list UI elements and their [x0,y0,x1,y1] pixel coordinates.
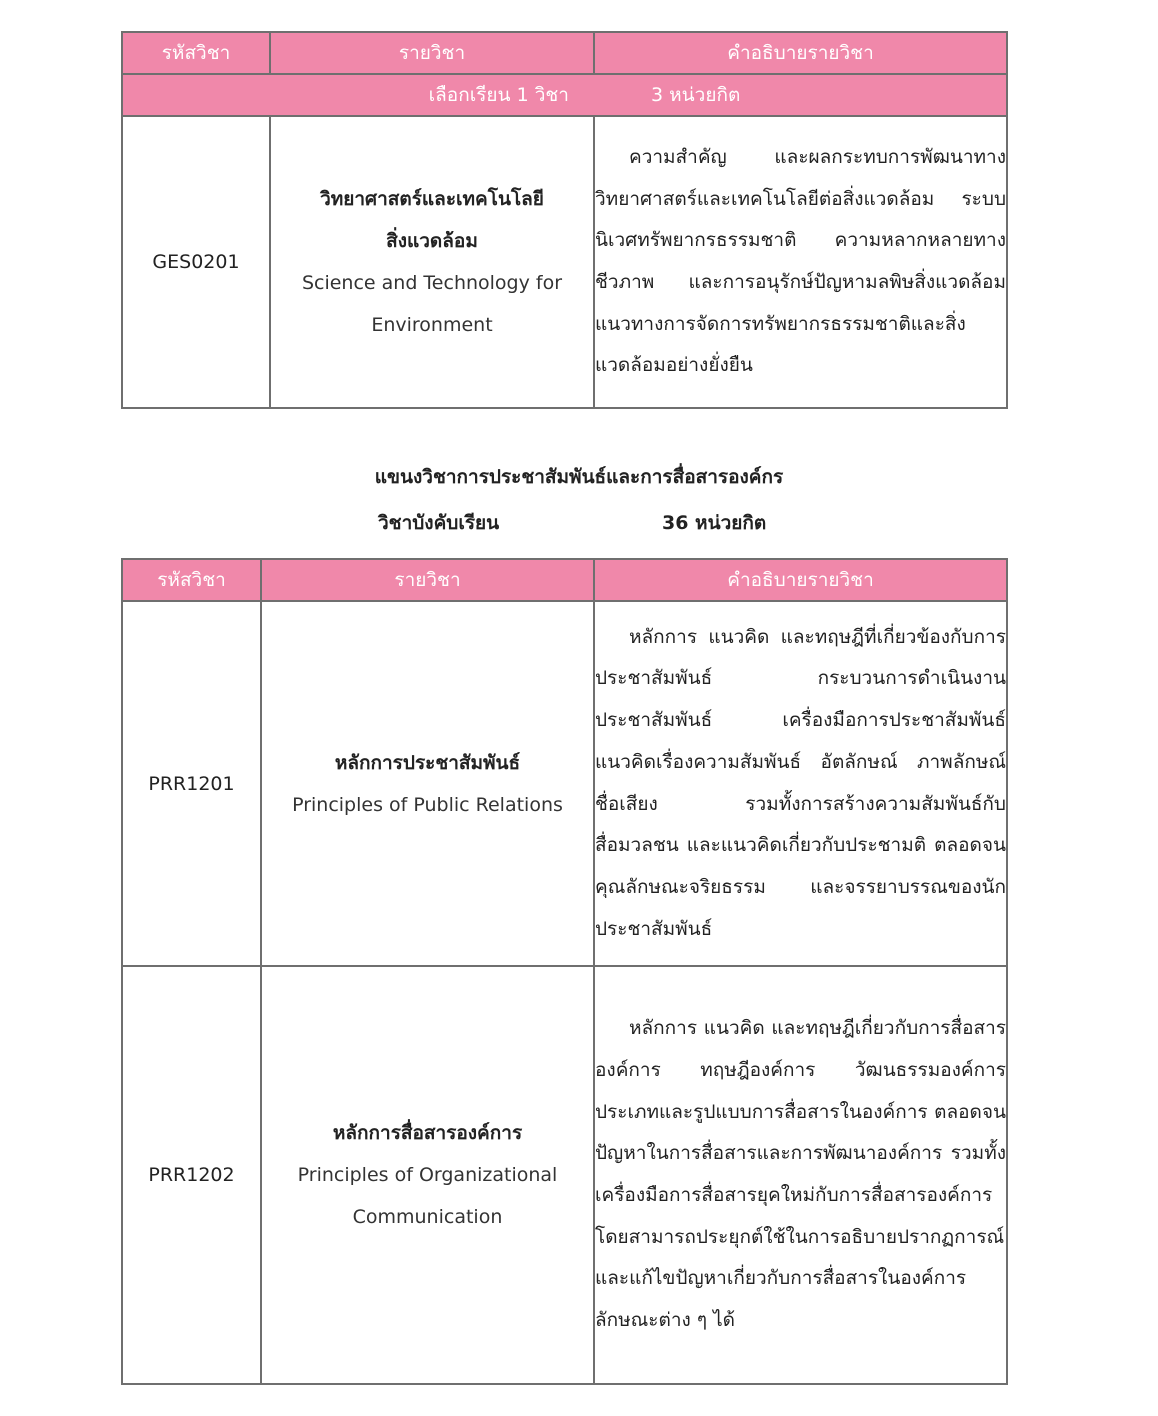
header-course-name: รายวิชา [261,559,594,601]
course-name-english: Principles of Public Relations [292,793,563,816]
header-course-description: คำอธิบายรายวิชา [594,32,1007,74]
course-name-cell [270,116,594,408]
course-code: PRR1201 [122,601,261,966]
course-name-thai: หลักการประชาสัมพันธ์ [334,751,521,774]
elective-label: เลือกเรียน 1 วิชา [428,84,569,106]
course-name-thai: หลักการสื่อสารองค์การ [332,1122,523,1144]
course-name-thai: วิทยาศาสตร์และเทคโนโลยีสิ่งแวดล้อม [320,188,544,252]
header-course-code: รหัสวิชา [122,32,270,74]
course-code: GES0201 [122,116,270,408]
course-description-cell [594,966,1007,1384]
course-description-cell [594,601,1007,966]
course-name-cell [261,966,594,1384]
course-table-required [121,558,1008,1385]
course-name-english: Science and Technology for Environment [301,272,563,336]
required-credits: 36 หน่วยกิต [662,512,767,534]
elective-row [122,74,1007,116]
table-header-row [122,559,1007,601]
required-label: วิชาบังคับเรียน [378,512,500,534]
header-course-name: รายวิชา [270,32,594,74]
course-description-cell [594,116,1007,408]
header-course-description: คำอธิบายรายวิชา [594,559,1007,601]
course-description: หลักการ แนวคิด และทฤษฎีเกี่ยวกับการสื่อสารองค์การ ทฤษฎีองค์การ วัฒนธรรมองค์การ ประเภทและรูปแบบการสื่อสารในองค์การ ตลอดจนปัญหาในการสื่อสารและการพัฒนาองค์การ รวมทั้งเครื่องมือการสื่อสารยุคใหม่กับการสื่อสารองค์การ โดยสามารถประยุกต์ใช้ในการอธิบายปรากฏการณ์และแก้ไขปัญหาเกี่ยวกับการสื่อสารในองค์การลักษณะต่าง ๆ ได้ [595,1017,1006,1332]
course-table-elective [121,31,1008,409]
table-row [122,966,1007,1384]
table-row [122,116,1007,408]
section-title: แขนงวิชาการประชาสัมพันธ์และการสื่อสารองค์กร [374,466,784,488]
course-description: ความสำคัญ และผลกระทบการพัฒนาทางวิทยาศาสตร์และเทคโนโลยีต่อสิ่งแวดล้อม ระบบนิเวศทรัพยากรธรรมชาติ ความหลากหลายทางชีวภาพ และการอนุรักษ์ปัญหามลพิษสิ่งแวดล้อม แนวทางการจัดการทรัพยากรธรรมชาติและสิ่งแวดล้อมอย่างยั่งยืน [595,145,1006,377]
header-course-code: รหัสวิชา [122,559,261,601]
elective-credits: 3 หน่วยกิต [651,84,741,106]
course-name-english: Principles of Organizational Communication [297,1164,558,1228]
elective-cell [122,74,1007,116]
course-name-cell [261,601,594,966]
table-row [122,601,1007,966]
course-description: หลักการ แนวคิด และทฤษฎีที่เกี่ยวข้องกับการประชาสัมพันธ์ กระบวนการดำเนินงานประชาสัมพันธ์ เครื่องมือการประชาสัมพันธ์ แนวคิดเรื่องความสัมพันธ์ อัตลักษณ์ ภาพลักษณ์ ชื่อเสียง รวมทั้งการสร้างความสัมพันธ์กับสื่อมวลชน และแนวคิดเกี่ยวกับประชามติ ตลอดจนคุณลักษณะจริยธรรม และจรรยาบรรณของนักประชาสัมพันธ์ [595,625,1006,940]
table-header-row [122,32,1007,74]
course-code: PRR1202 [122,966,261,1384]
